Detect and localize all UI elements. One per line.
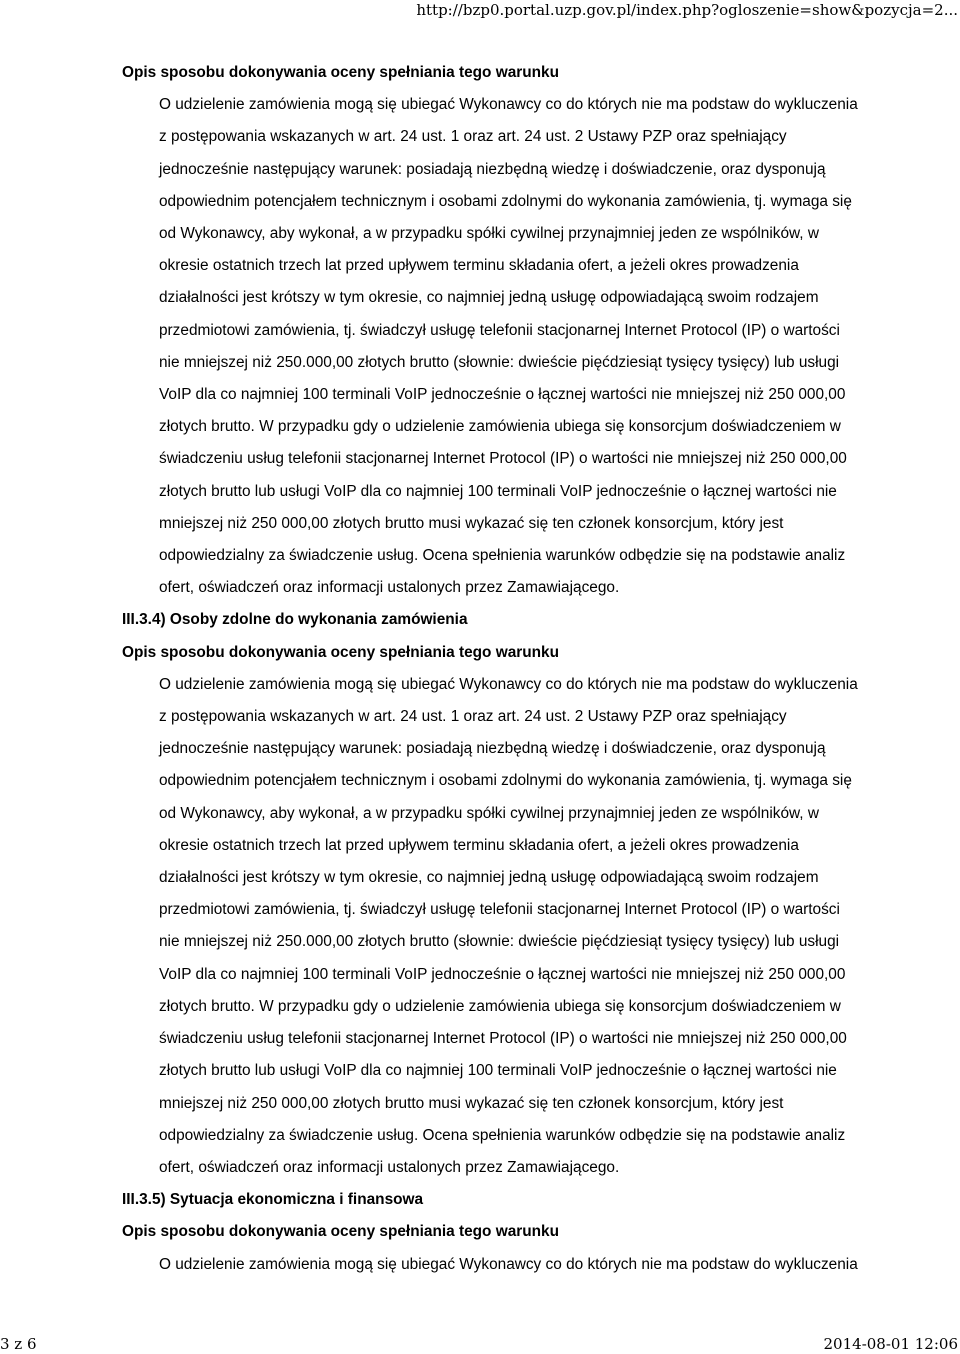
section-persons-capable bbox=[0, 604, 960, 1184]
assessment-heading: Opis sposobu dokonywania oceny spełniania tego warunku bbox=[122, 1223, 560, 1241]
paragraph-line: z postępowania wskazanych w art. 24 ust. 1 oraz art. 24 ust. 2 Ustawy PZP oraz spełniający bbox=[159, 708, 787, 726]
paragraph-line: odpowiedzialny za świadczenie usług. Ocena spełnienia warunków odbędzie się na podstawie analiz bbox=[159, 547, 846, 565]
paragraph-line: okresie ostatnich trzech lat przed upływem terminu składania ofert, a jeżeli okres prowadzenia bbox=[159, 836, 799, 854]
paragraph-line: odpowiednim potencjałem technicznym i osobami zdolnymi do wykonania zamówienia, tj. wymaga się bbox=[159, 772, 852, 790]
paragraph-line: od Wykonawcy, aby wykonał, a w przypadku spółki cywilnej przynajmniej jeden ze wspólników, w bbox=[159, 225, 819, 243]
assessment-heading: Opis sposobu dokonywania oceny spełniania tego warunku bbox=[122, 643, 560, 661]
assessment-paragraph bbox=[159, 89, 899, 604]
paragraph-line: z postępowania wskazanych w art. 24 ust. 1 oraz art. 24 ust. 2 Ustawy PZP oraz spełniający bbox=[159, 128, 787, 146]
page-number: 3 z 6 bbox=[0, 1335, 37, 1353]
paragraph-line: złotych brutto. W przypadku gdy o udzielenie zamówienia ubiega się konsorcjum doświadczeniem w bbox=[159, 997, 841, 1015]
page-url-header: http://bzp0.portal.uzp.gov.pl/index.php?ogloszenie=show&pozycja=2... bbox=[416, 1, 958, 19]
paragraph-line: złotych brutto lub usługi VoIP dla co najmniej 100 terminali VoIP jednocześnie o łącznej wartości nie bbox=[159, 1062, 837, 1080]
paragraph-line: świadczeniu usług telefonii stacjonarnej Internet Protocol (IP) o wartości nie mniejszej niż 250 000,00 bbox=[159, 450, 847, 468]
section-title: III.3.4) Osoby zdolne do wykonania zamówienia bbox=[122, 611, 468, 629]
paragraph-line: VoIP dla co najmniej 100 terminali VoIP jednocześnie o łącznej wartości nie mniejszej niż 250 000,00 bbox=[159, 386, 846, 404]
paragraph-line: ofert, oświadczeń oraz informacji ustalonych przez Zamawiającego. bbox=[159, 1158, 620, 1176]
paragraph-line: od Wykonawcy, aby wykonał, a w przypadku spółki cywilnej przynajmniej jeden ze wspólników, w bbox=[159, 804, 819, 822]
assessment-heading: Opis sposobu dokonywania oceny spełniania tego warunku bbox=[122, 64, 560, 81]
paragraph-line: jednocześnie następujący warunek: posiadają niezbędną wiedzę i doświadczenie, oraz dysponują bbox=[159, 160, 826, 178]
paragraph-line: O udzielenie zamówienia mogą się ubiegać Wykonawcy co do których nie ma podstaw do wykluczenia bbox=[159, 675, 858, 693]
paragraph-line: O udzielenie zamówienia mogą się ubiegać Wykonawcy co do których nie ma podstaw do wykluczenia bbox=[159, 96, 858, 114]
paragraph-line: działalności jest krótszy w tym okresie, co najmniej jedną usługę odpowiadającą swoim rodzajem bbox=[159, 289, 819, 307]
paragraph-line: złotych brutto. W przypadku gdy o udzielenie zamówienia ubiega się konsorcjum doświadczeniem w bbox=[159, 418, 841, 436]
assessment-paragraph bbox=[159, 1249, 899, 1281]
paragraph-line: ofert, oświadczeń oraz informacji ustalonych przez Zamawiającego. bbox=[159, 579, 620, 597]
paragraph-line: przedmiotowi zamówienia, tj. świadczył usługę telefonii stacjonarnej Internet Protocol (IP) o wartości bbox=[159, 321, 840, 339]
section-title: III.3.5) Sytuacja ekonomiczna i finansowa bbox=[122, 1191, 424, 1209]
print-datetime: 2014-08-01 12:06 bbox=[823, 1335, 958, 1353]
paragraph-line: nie mniejszej niż 250.000,00 złotych brutto (słownie: dwieście pięćdziesiąt tysięcy tysięcy) lub usługi bbox=[159, 933, 840, 951]
paragraph-line: złotych brutto lub usługi VoIP dla co najmniej 100 terminali VoIP jednocześnie o łącznej wartości nie bbox=[159, 482, 837, 500]
paragraph-line: okresie ostatnich trzech lat przed upływem terminu składania ofert, a jeżeli okres prowadzenia bbox=[159, 257, 799, 275]
section-economic-situation bbox=[0, 1184, 960, 1281]
paragraph-line: odpowiednim potencjałem technicznym i osobami zdolnymi do wykonania zamówienia, tj. wymaga się bbox=[159, 192, 852, 210]
paragraph-line: mniejszej niż 250 000,00 złotych brutto musi wykazać się ten członek konsorcjum, który jest bbox=[159, 514, 784, 532]
section-criteria-knowledge bbox=[0, 57, 960, 604]
document-body bbox=[0, 57, 960, 1281]
paragraph-line: nie mniejszej niż 250.000,00 złotych brutto (słownie: dwieście pięćdziesiąt tysięcy tysięcy) lub usługi bbox=[159, 353, 840, 371]
paragraph-line: odpowiedzialny za świadczenie usług. Ocena spełnienia warunków odbędzie się na podstawie analiz bbox=[159, 1126, 846, 1144]
paragraph-line: działalności jest krótszy w tym okresie, co najmniej jedną usługę odpowiadającą swoim rodzajem bbox=[159, 869, 819, 887]
paragraph-line: jednocześnie następujący warunek: posiadają niezbędną wiedzę i doświadczenie, oraz dysponują bbox=[159, 740, 826, 758]
assessment-paragraph bbox=[159, 669, 899, 1184]
paragraph-line: świadczeniu usług telefonii stacjonarnej Internet Protocol (IP) o wartości nie mniejszej niż 250 000,00 bbox=[159, 1030, 847, 1048]
paragraph-line: VoIP dla co najmniej 100 terminali VoIP jednocześnie o łącznej wartości nie mniejszej niż 250 000,00 bbox=[159, 965, 846, 983]
paragraph-line: przedmiotowi zamówienia, tj. świadczył usługę telefonii stacjonarnej Internet Protocol (IP) o wartości bbox=[159, 901, 840, 919]
paragraph-line: O udzielenie zamówienia mogą się ubiegać Wykonawcy co do których nie ma podstaw do wykluczenia bbox=[159, 1255, 858, 1273]
paragraph-line: mniejszej niż 250 000,00 złotych brutto musi wykazać się ten członek konsorcjum, który jest bbox=[159, 1094, 784, 1112]
